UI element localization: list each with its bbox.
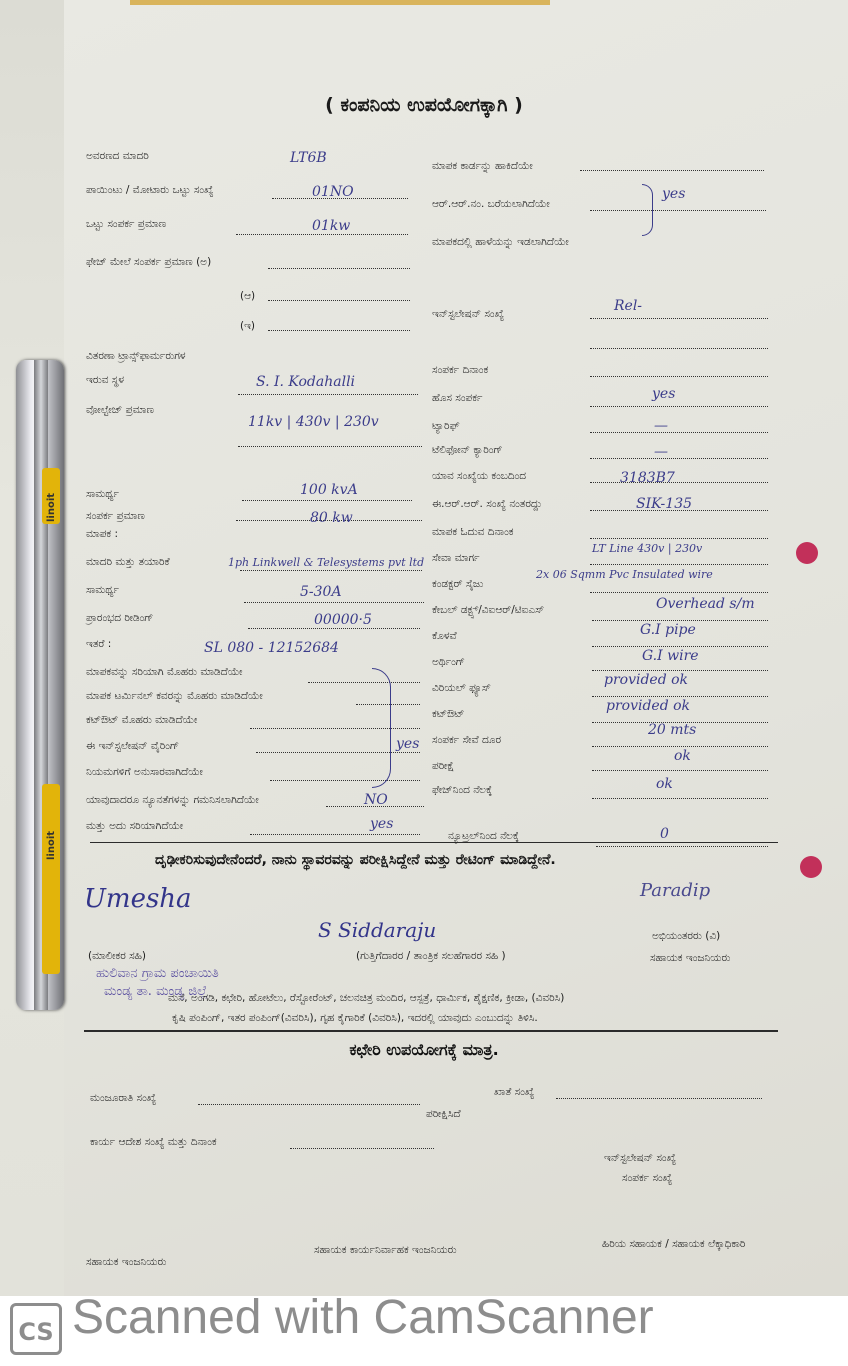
sanction-number-line <box>198 1104 420 1105</box>
assistant-engineer-label: ಸಹಾಯಕ ಇಂಜನಿಯರು <box>86 1256 167 1268</box>
work-order-label: ಕಾರ್ಯ ಆದೇಶ ಸಂಖ್ಯೆ ಮತ್ತು ದಿನಾಂಕ <box>90 1136 217 1148</box>
handwritten-value: G.I pipe <box>640 622 696 638</box>
field-line <box>592 696 768 697</box>
field-label: ಪರೀಕ್ಷೆ <box>432 760 455 772</box>
handwritten-bracket <box>372 668 391 788</box>
field-label: ಕಂಡಕ್ಟರ್ ಸೈಜು <box>432 578 484 590</box>
field-line <box>590 376 768 377</box>
camscanner-logo: CS <box>10 1303 62 1355</box>
handwritten-value: 01NO <box>312 184 354 200</box>
handwritten-value: 100 kvA <box>300 482 358 498</box>
field-label: ಮಾಪಕ : <box>86 528 119 540</box>
field-label: ಫೇಜ್ ಮೇಲೆ ಸಂಪರ್ಕ ಪ್ರಮಾಣ (ಅ) <box>86 256 212 268</box>
field-line <box>592 670 768 671</box>
account-number-label: ಖಾತೆ ಸಂಖ್ಯೆ <box>494 1086 535 1098</box>
field-label: ಇತರೆ : <box>86 638 112 650</box>
handwritten-value: LT Line 430v | 230v <box>592 542 703 555</box>
binder-clip <box>16 360 64 1010</box>
handwritten-value: — <box>654 418 668 434</box>
field-label: ಯಾವುದಾದರೂ ನ್ಯೂನತೆಗಳನ್ನು ಗಮನಿಸಲಾಗಿದೆಯೇ <box>86 794 259 806</box>
contractor-signature: S Siddaraju <box>318 918 437 942</box>
work-order-line <box>290 1148 434 1149</box>
field-label: ಆರ್.ಆರ್.ನಂ. ಬರೆಯಲಾಗಿದೆಯೇ <box>432 198 550 210</box>
handwritten-value: — <box>654 444 668 460</box>
clip-brand-bottom: linoit <box>46 830 57 860</box>
field-line <box>244 602 424 603</box>
field-label: ಈ.ಆರ್.ಆರ್. ಸಂಖ್ಯೆ ನಂತರದ್ದು <box>432 498 543 510</box>
field-line <box>580 170 764 171</box>
camscanner-watermark: Scanned with CamScanner <box>72 1291 654 1344</box>
field-line <box>590 406 768 407</box>
field-line <box>590 432 768 433</box>
handwritten-value: yes <box>396 736 420 752</box>
field-line <box>590 458 768 459</box>
field-line <box>256 752 420 753</box>
handwritten-value: 0 <box>660 826 669 842</box>
field-label: ಸೇವಾ ಮಾರ್ಗ <box>432 552 480 564</box>
handwritten-value: 2x 06 Sqmm Pvc Insulated wire <box>536 568 713 581</box>
field-line <box>250 834 420 835</box>
handwritten-value: ok <box>674 748 691 764</box>
punch-hole-mark <box>796 542 818 564</box>
field-label: ಒಟ್ಟು ಸಂಪರ್ಕ ಪ್ರಮಾಣ <box>86 218 167 230</box>
handwritten-value: 01kw <box>312 218 351 234</box>
field-label: ಸಂಪರ್ಕ ದಿನಾಂಕ <box>432 364 489 376</box>
field-label: ಟ್ಯಾರಿಫ್ <box>432 420 460 432</box>
handwritten-value: Overhead s/m <box>656 596 755 612</box>
handwritten-value: Rel- <box>614 298 643 314</box>
field-label: ಟೆಲಿಫೋನ್ ಕ್ಯಾರಿಂಗ್ <box>432 444 503 456</box>
divider <box>90 842 778 843</box>
handwritten-value: yes <box>370 816 394 832</box>
senior-assistant-label: ಹಿರಿಯ ಸಹಾಯಕ / ಸಹಾಯಕ ಲೆಕ್ಕಾಧಿಕಾರಿ <box>602 1238 746 1250</box>
field-label: ಮಾಪಕ ಕಾರ್ಡನ್ನು ಹಾಕಿದೆಯೇ <box>432 160 533 172</box>
field-line <box>590 564 768 565</box>
field-line <box>590 482 768 483</box>
field-label: ಇರುವ ಸ್ಥಳ <box>86 374 125 386</box>
field-label: (ಆ) <box>240 290 256 302</box>
handwritten-value: yes <box>662 186 686 202</box>
handwritten-value: 80 kw <box>310 510 353 526</box>
field-label: ಅರ್ಥಿಂಗ್ <box>432 656 465 668</box>
assistant-exec-engineer-label: ಸಹಾಯಕ ಕಾರ್ಯನಿರ್ವಾಹಕ ಇಂಜನಿಯರು <box>314 1244 457 1256</box>
field-line <box>590 318 768 319</box>
field-label: ಪ್ರಾರಂಭದ ರೀಡಿಂಗ್ <box>86 612 154 624</box>
engineer-caption-2: ಸಹಾಯಕ ಇಂಜನಿಯರು <box>650 952 731 964</box>
stamp-line-1: ಹುಲಿವಾನ ಗ್ರಾಮ ಪಂಚಾಯಿತಿ <box>96 966 219 981</box>
field-label: ಇನ್‌ಸ್ಟಲೇಷನ್ ಸಂಖ್ಯೆ <box>432 308 505 320</box>
handwritten-value: 11kv | 430v | 230v <box>248 414 379 430</box>
handwritten-value: 1ph Linkwell & Telesystems pvt ltd <box>228 556 425 569</box>
sanction-number-label: ಮಂಜೂರಾತಿ ಸಂಖ್ಯೆ <box>90 1092 157 1104</box>
field-line <box>590 592 768 593</box>
field-label: ಸಾಮರ್ಥ್ಯ <box>86 584 119 596</box>
field-line <box>592 770 768 771</box>
field-line <box>596 846 768 847</box>
field-label: ಪಾಯಿಂಟು / ಮೋಟಾರು ಒಟ್ಟು ಸಂಖ್ಯೆ <box>86 184 214 196</box>
field-label: ಯಾವ ಸಂಖ್ಯೆಯ ಕಂಬದಿಂದ <box>432 470 527 482</box>
field-label: ಕಟ್‌ಔಟ್ ಮೊಹರು ಮಾಡಿದೆಯೇ <box>86 714 198 726</box>
stamp-line-2: ಮಂಡ್ಯ ತಾ. ಮಂಡ್ಯ ಜಿಲ್ಲೆ <box>104 984 208 999</box>
field-label: ನ್ಯೂಟ್ರಲ್‌ನಿಂದ ನೆಲಕ್ಕೆ <box>448 830 519 842</box>
field-label: ಕಟ್‌ಔಟ್ <box>432 708 465 720</box>
handwritten-value: G.I wire <box>642 648 699 664</box>
engineer-signature: Paradip <box>640 880 711 901</box>
field-label: ಮಾಪಕ ಓದುವ ದಿನಾಂಕ <box>432 526 514 538</box>
handwritten-bracket-right <box>642 184 653 236</box>
field-line <box>590 538 768 539</box>
field-label: ವಿರಿಯಲ್ ಫ್ಯೂಸ್ <box>432 682 491 694</box>
field-line <box>308 682 420 683</box>
owner-caption: (ಮಾಲೀಕರ ಸಹಿ) <box>88 950 147 962</box>
field-line <box>592 798 768 799</box>
field-label: (ಇ) <box>240 320 256 332</box>
installation-number-label: ಇನ್‌ಸ್ಟಲೇಷನ್ ಸಂಖ್ಯೆ <box>604 1152 677 1164</box>
handwritten-value: provided ok <box>606 698 691 714</box>
field-line <box>592 746 768 747</box>
connection-number-label: ಸಂಪರ್ಕ ಸಂಖ್ಯೆ <box>622 1172 673 1184</box>
punch-hole-mark <box>800 856 822 878</box>
field-line <box>240 570 422 571</box>
field-label: ಅವರಣದ ಮಾದರಿ <box>86 150 149 162</box>
field-label: ಸಾಮರ್ಥ್ಯ <box>86 488 119 500</box>
handwritten-value: 5-30A <box>300 584 342 600</box>
field-label: ನಿಯಮಗಳಿಗೆ ಅನುಸಾರವಾಗಿದೆಯೇ <box>86 766 203 778</box>
handwritten-value: 20 mts <box>648 722 697 738</box>
field-label: ಮಾಪಕವನ್ನು ಸರಿಯಾಗಿ ಮೊಹರು ಮಾಡಿದೆಯೇ <box>86 666 243 678</box>
field-line <box>250 728 420 729</box>
field-line <box>590 210 766 211</box>
form-title: ( ಕಂಪನಿಯ ಉಪಯೋಗಕ್ಕಾಗಿ ) <box>325 94 523 116</box>
field-label: ಸಂಪರ್ಕ ಪ್ರಮಾಣ <box>86 510 145 522</box>
field-line <box>238 394 418 395</box>
office-use-heading: ಕಛೇರಿ ಉಪಯೋಗಕ್ಕೆ ಮಾತ್ರ. <box>349 1040 499 1059</box>
purpose-text-1: ಮನೆ, ಅಂಗಡಿ, ಕಛೇರಿ, ಹೋಟೆಲು, ರೆಸ್ಟೋರೆಂಟ್, ಚಲನಚಿತ್ರ ಮಂದಿರ, ಆಸ್ಪತ್ರೆ, ಧಾರ್ಮಿಕ, ಶೈಕ್ಷಣಿಕ, ಕ್ರೀಡಾ, (ವಿವರಿಸಿ) <box>168 992 565 1004</box>
top-edge-band <box>130 0 550 5</box>
handwritten-value: ok <box>656 776 673 792</box>
owner-signature: Umesha <box>84 884 192 914</box>
contractor-caption: (ಗುತ್ತಿಗೆದಾರರ / ತಾಂತ್ರಿಕ ಸಲಹೆಗಾರರ ಸಹಿ ) <box>356 950 506 962</box>
field-line <box>268 268 410 269</box>
field-line <box>242 500 412 501</box>
field-label: ಮಾಪಕದಲ್ಲಿ ಹಾಳೆಯನ್ನು ಇಡಲಾಗಿದೆಯೇ <box>432 236 569 248</box>
field-label: ಕೇಬಲ್ ಡಕ್ಟ್ಸ್/ವಿಐಆರ್/ಟಿಐಎಸ್ <box>432 604 545 616</box>
handwritten-value: LT6B <box>290 150 327 166</box>
section-rule <box>84 1030 778 1032</box>
field-label: ವೋಲ್ಟೇಜ್ ಪ್ರಮಾಣ <box>86 404 154 416</box>
field-label: ಕೊಳವೆ <box>432 630 457 642</box>
field-label: ಫೇಜ್‌ನಿಂದ ನೆಲಕ್ಕೆ <box>432 784 493 796</box>
field-line <box>270 780 420 781</box>
field-line <box>268 300 410 301</box>
field-line <box>592 646 768 647</box>
field-label: ಮಾದರಿ ಮತ್ತು ತಯಾರಿಕೆ <box>86 556 170 568</box>
handwritten-value: SL 080 - 12152684 <box>204 640 339 656</box>
field-label: ಸಂಪರ್ಕ ಸೇವೆ ದೂರ <box>432 734 502 746</box>
clip-brand-top: linoit <box>46 492 57 522</box>
handwritten-value: 00000·5 <box>314 612 372 628</box>
purpose-text-2: ಕೃಷಿ ಪಂಪಿಂಗ್, ಇತರ ಪಂಪಿಂಗ್(ವಿವರಿಸಿ), ಗೃಹ ಕೈಗಾರಿಕೆ (ವಿವರಿಸಿ), ಇದರಲ್ಲಿ ಯಾವುದು ಎಂಬುದನ್ನು ತಿಳಿಸಿ. <box>172 1012 538 1024</box>
field-label: ಮತ್ತು ಅದು ಸರಿಯಾಗಿದೆಯೇ <box>86 820 184 832</box>
field-line <box>590 348 768 349</box>
account-number-line <box>556 1098 762 1099</box>
field-line <box>238 446 422 447</box>
handwritten-value: SIK-135 <box>636 496 693 512</box>
field-line <box>268 330 410 331</box>
handwritten-value: provided ok <box>604 672 689 688</box>
handwritten-value: NO <box>364 792 388 808</box>
checked-label: ಪರೀಕ್ಷಿಸಿದೆ <box>426 1108 461 1120</box>
field-label: ಈ ಇನ್‌ಸ್ಟಲೇಷನ್ ವೈರಿಂಗ್ <box>86 740 180 752</box>
handwritten-value: yes <box>652 386 676 402</box>
engineer-caption-1: ಅಭಿಯಂತರರು (ವಿ) <box>652 930 721 942</box>
field-label: ವಿತರಣಾ ಟ್ರಾನ್ಸ್‌ಫಾರ್ಮರುಗಳ <box>86 350 186 362</box>
declaration-text: ದೃಢೀಕರಿಸುವುದೇನೆಂದರೆ, ನಾನು ಸ್ಥಾವರವನ್ನು ಪರೀಕ್ಷಿಸಿದ್ದೇನೆ ಮತ್ತು ರೇಟಿಂಗ್ ಮಾಡಿದ್ದೇನೆ. <box>155 852 556 868</box>
field-line <box>236 234 408 235</box>
field-line <box>592 620 768 621</box>
handwritten-value: 3183B7 <box>620 470 675 486</box>
handwritten-value: S. I. Kodahalli <box>256 374 356 390</box>
field-label: ಹೊಸ ಸಂಪರ್ಕ <box>432 392 483 404</box>
field-line <box>248 628 420 629</box>
field-label: ಮಾಪಕ ಟರ್ಮಿನಲ್ ಕವರನ್ನು ಮೊಹರು ಮಾಡಿದೆಯೇ <box>86 690 263 702</box>
